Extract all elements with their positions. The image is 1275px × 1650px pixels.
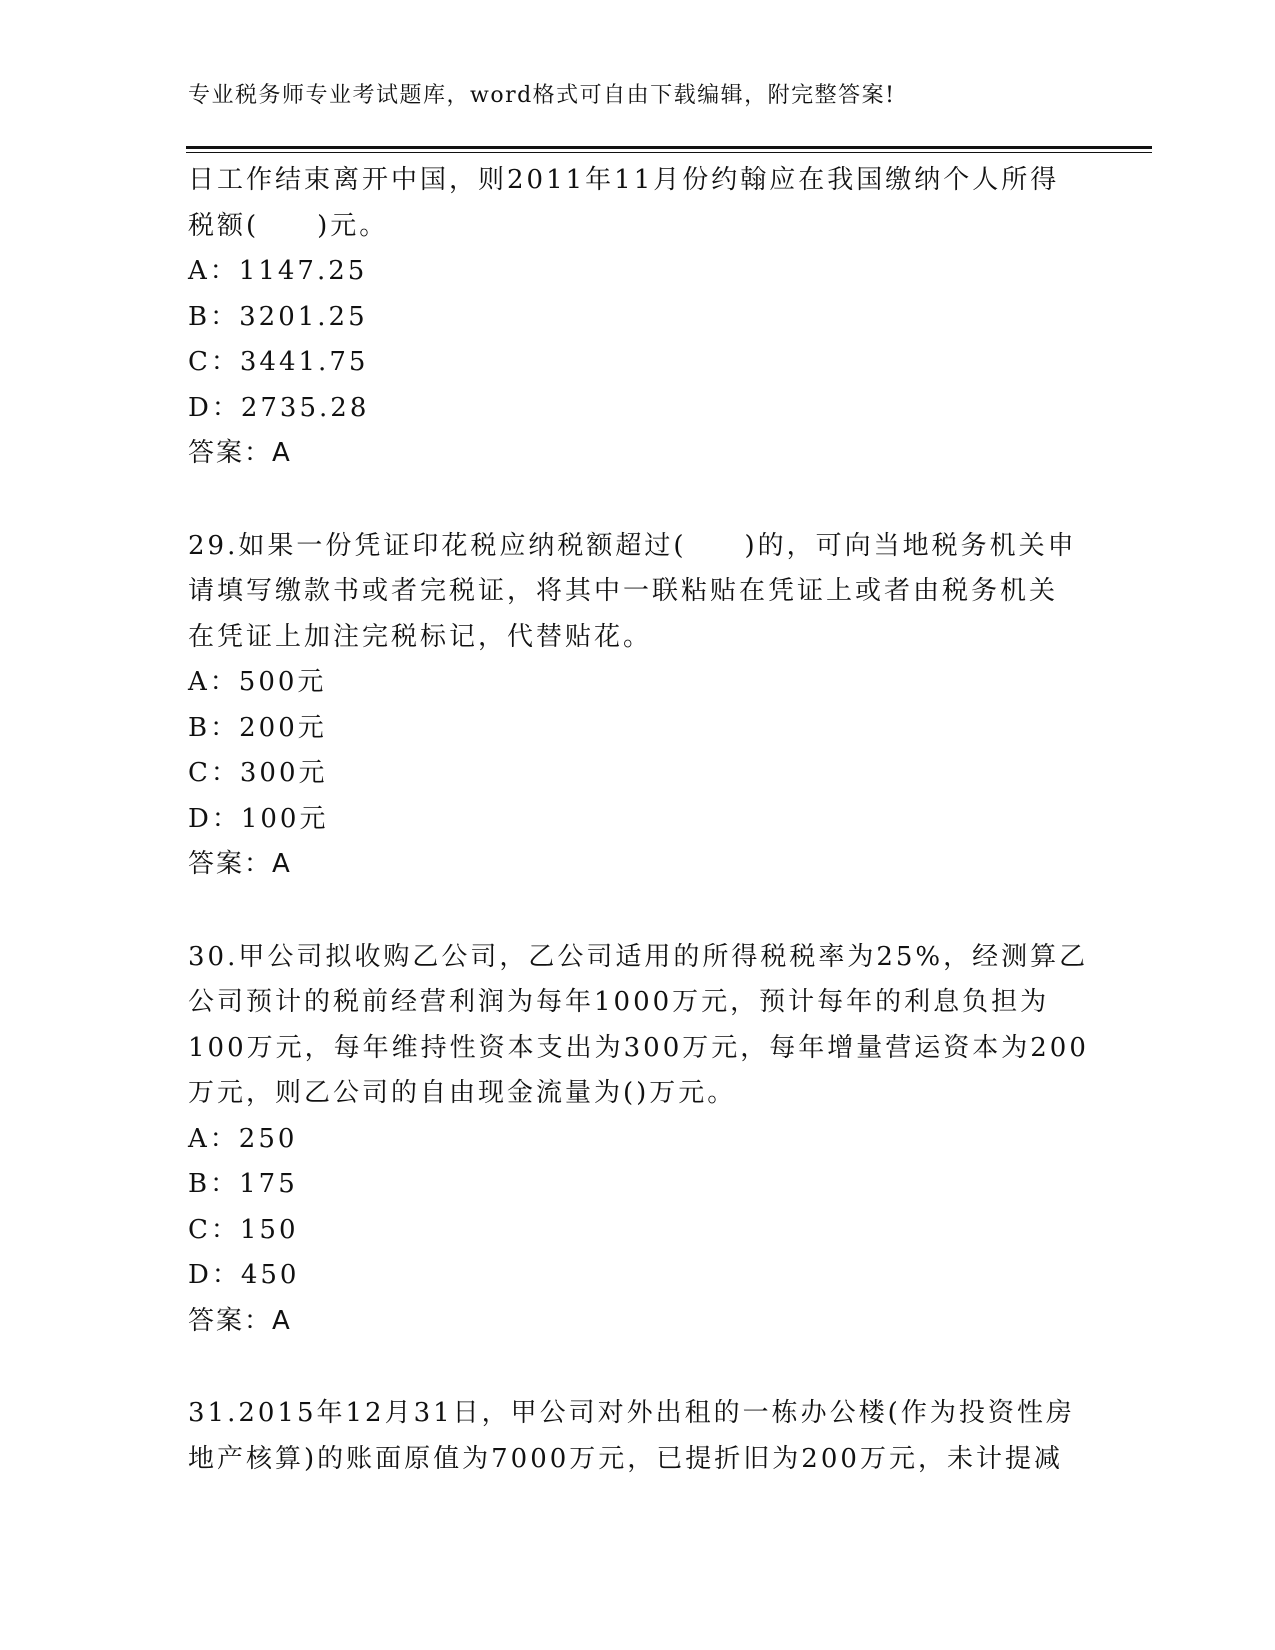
option-d: D：450 xyxy=(188,1260,300,1290)
option-a: A：250 xyxy=(188,1123,298,1154)
question-text-line: 31.2015年12月31日，甲公司对外出租的一栋办公楼(作为投资性房 xyxy=(188,1398,1075,1428)
option-c: C：3441.75 xyxy=(188,347,369,377)
answer-line: 答案：A xyxy=(188,1305,292,1336)
question-text-line: 万元，则乙公司的自由现金流量为()万元。 xyxy=(188,1078,737,1108)
question-text-line: 29.如果一份凭证印花税应纳税额超过( )的，可向当地税务机关申 xyxy=(188,530,1077,561)
option-b: B：3201.25 xyxy=(188,301,368,332)
option-c: C：300元 xyxy=(188,758,328,788)
option-a: A：500元 xyxy=(188,667,327,697)
option-b: B：175 xyxy=(188,1169,298,1199)
document-body xyxy=(188,158,1088,1482)
question-text-line: 公司预计的税前经营利润为每年1000万元，预计每年的利息负担为 xyxy=(188,987,1050,1017)
question-text-line: 税额( )元。 xyxy=(188,210,389,241)
question-28 xyxy=(188,158,1088,477)
answer-line: 答案：A xyxy=(188,849,292,879)
question-31 xyxy=(188,1391,1088,1482)
page-header: 专业税务师专业考试题库，word格式可自由下载编辑，附完整答案! xyxy=(188,83,896,108)
question-text-line: 在凭证上加注完税标记，代替贴花。 xyxy=(188,621,653,652)
spacer xyxy=(188,477,1088,524)
question-30 xyxy=(188,935,1088,1345)
question-29 xyxy=(188,524,1088,888)
answer-line: 答案：A xyxy=(188,438,292,468)
header-divider-thick xyxy=(186,146,1152,149)
question-text-line: 请填写缴款书或者完税证，将其中一联粘贴在凭证上或者由税务机关 xyxy=(188,576,1059,606)
spacer xyxy=(188,888,1088,935)
question-text-line: 30.甲公司拟收购乙公司，乙公司适用的所得税税率为25%，经测算乙 xyxy=(188,941,1089,972)
option-d: D：100元 xyxy=(188,803,329,834)
option-c: C：150 xyxy=(188,1214,299,1245)
spacer xyxy=(188,1344,1088,1391)
option-b: B：200元 xyxy=(188,712,327,743)
question-text-line: 日工作结束离开中国，则2011年11月份约翰应在我国缴纳个人所得 xyxy=(188,165,1060,195)
question-text-line: 地产核算)的账面原值为7000万元，已提折旧为200万元，未计提减 xyxy=(188,1443,1063,1474)
header-divider-thin xyxy=(186,152,1152,153)
option-a: A：1147.25 xyxy=(188,256,368,286)
question-text-line: 100万元，每年维持性资本支出为300万元，每年增量营运资本为200 xyxy=(188,1032,1089,1063)
option-d: D：2735.28 xyxy=(188,392,370,423)
